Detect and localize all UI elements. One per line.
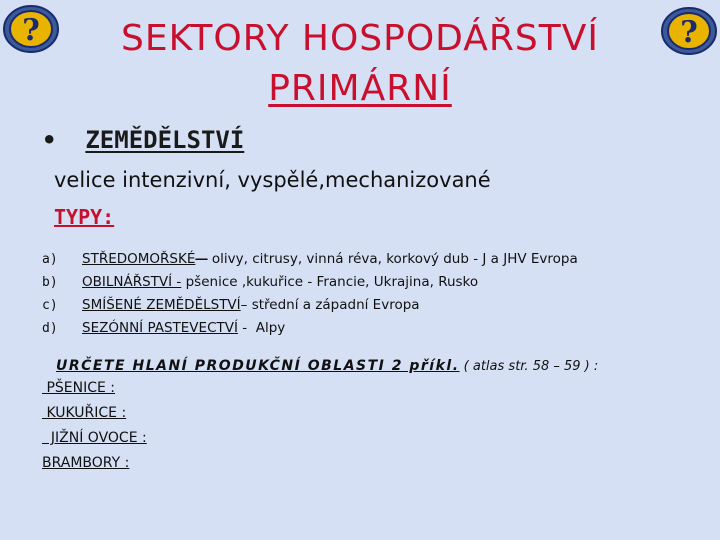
subtitle-text: PRIMÁRNÍ (268, 68, 452, 109)
bullet-symbol: • (42, 126, 57, 154)
types-label: TYPY: (54, 205, 115, 229)
item-dash: – (195, 245, 208, 270)
crop-item: BRAMBORY : (42, 455, 130, 471)
types-list (42, 244, 702, 336)
list-item (42, 313, 702, 336)
list-item (42, 244, 702, 270)
item-letter: a) (42, 252, 58, 267)
item-name: SMÍŠENÉ ZEMĚDĚLSTVÍ (82, 297, 241, 313)
task-instruction (56, 357, 598, 374)
item-name: SEZÓNNÍ PASTEVECTVÍ (82, 320, 238, 336)
crops-list (42, 380, 147, 480)
item-letter: d) (42, 321, 58, 336)
page-subtitle (0, 68, 720, 109)
item-name: OBILNÁŘSTVÍ - (82, 274, 182, 290)
list-item (42, 290, 702, 313)
item-letter: c) (42, 298, 58, 313)
crop-item: PŠENICE : (42, 380, 116, 396)
task-label: URČETE HLANÍ PRODUKČNÍ OBLASTI 2 příkl. (56, 358, 460, 374)
item-desc: pšenice ,kukuřice - Francie, Ukrajina, Rusko (181, 274, 479, 290)
crop-item: KUKUŘICE : (42, 405, 127, 421)
page-title: SEKTORY HOSPODÁŘSTVÍ (121, 18, 599, 59)
item-name: STŘEDOMOŘSKÉ (82, 251, 196, 267)
svg-text:?: ? (22, 13, 40, 48)
heading-text: ZEMĚDĚLSTVÍ (85, 126, 245, 154)
item-desc: – střední a západní Evropa (240, 297, 420, 313)
list-item (42, 267, 702, 290)
section-heading (42, 126, 244, 154)
description-text: velice intenzivní, vyspělé,mechanizované (54, 168, 491, 192)
crop-item: JIŽNÍ OVOCE : (42, 430, 147, 446)
item-letter: b) (42, 275, 58, 290)
item-desc: olivy, citrusy, vinná réva, korkový dub - J a JHV Evropa (207, 251, 578, 267)
item-desc: - Alpy (237, 320, 286, 336)
task-source: ( atlas str. 58 – 59 ) : (459, 359, 599, 374)
svg-text:?: ? (680, 15, 698, 50)
